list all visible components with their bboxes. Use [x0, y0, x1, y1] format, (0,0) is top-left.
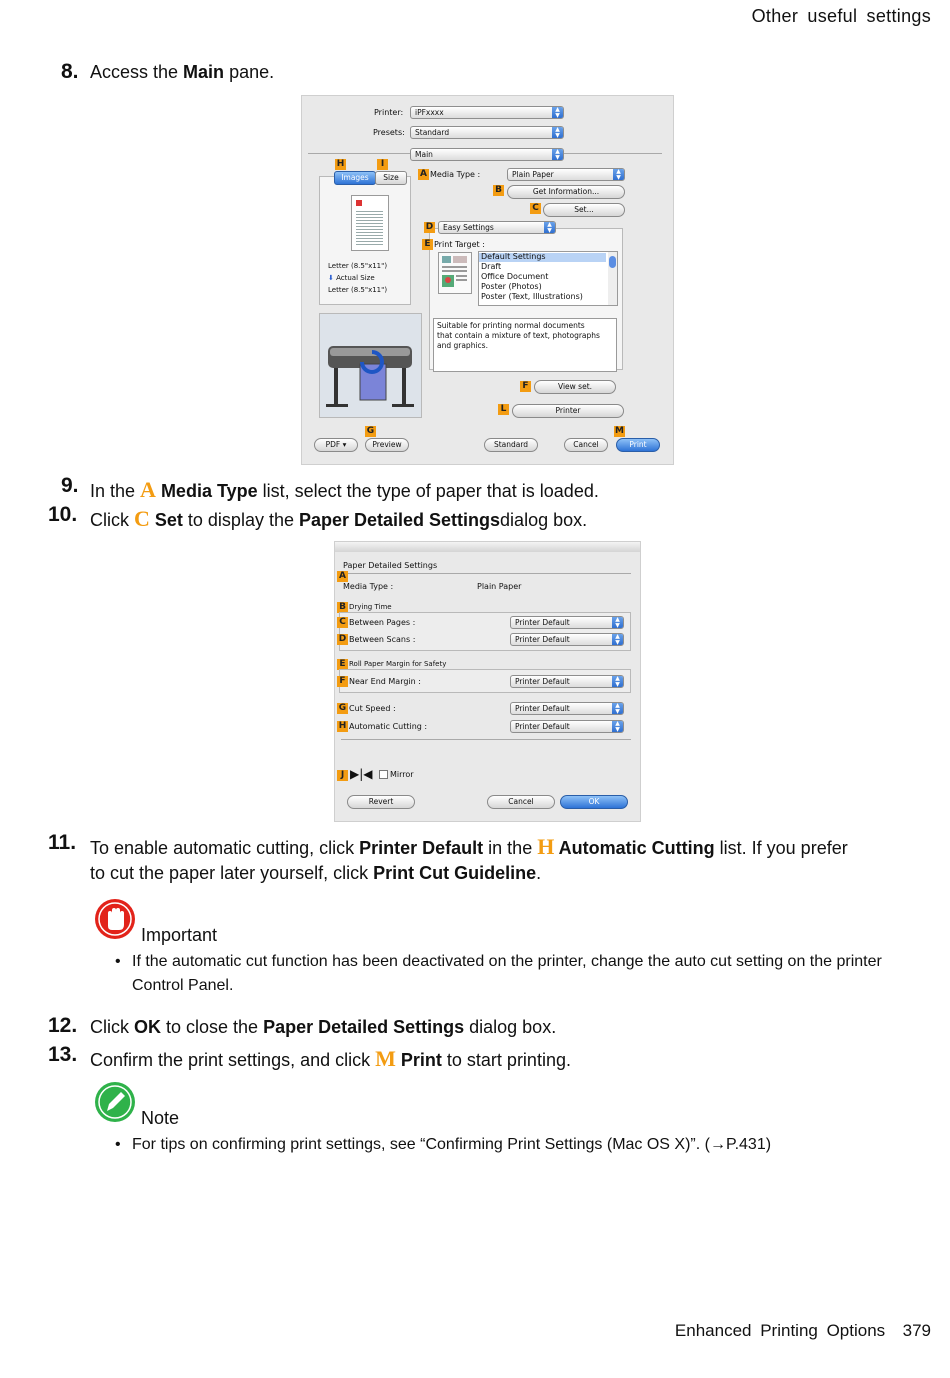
drying-time-heading: Drying Time: [349, 603, 392, 611]
media-type-label: Media Type :: [430, 170, 481, 179]
cancel-button[interactable]: Cancel: [564, 438, 608, 452]
print-target-thumbnail: [438, 252, 472, 294]
chevron-updown-icon: ▲ ▼: [612, 634, 623, 645]
between-pages-label: Between Pages :: [349, 618, 416, 627]
document-thumbnail-icon: [439, 253, 471, 293]
automatic-cutting-select[interactable]: Printer Default ▲ ▼: [510, 720, 624, 733]
step-text: Click C Set to display the Paper Detailed Settingsdialog box.: [90, 506, 588, 531]
between-scans-label: Between Scans :: [349, 635, 416, 644]
easy-settings-select[interactable]: Easy Settings ▲ ▼: [438, 221, 556, 234]
tab-images[interactable]: Images: [334, 171, 376, 185]
chevron-updown-icon: ▲ ▼: [612, 703, 623, 714]
step-number: 9.: [61, 474, 79, 497]
bullet-dot: •: [115, 953, 121, 970]
divider: [341, 573, 631, 574]
print-target-list[interactable]: [478, 251, 618, 306]
dialog-title: Paper Detailed Settings: [343, 561, 438, 570]
description-box: [433, 318, 617, 372]
tag-G: G: [338, 703, 347, 713]
list-item[interactable]: Office Document: [481, 272, 549, 281]
print-button[interactable]: Print: [616, 438, 660, 452]
tag-E: E: [422, 239, 433, 250]
chevron-updown-icon: ▲ ▼: [613, 169, 624, 180]
tag-C: C: [337, 617, 348, 628]
printer-label: Printer:: [374, 108, 404, 117]
chapter-title: Enhanced Printing Options: [674, 1321, 886, 1340]
near-end-margin-select[interactable]: Printer Default ▲ ▼: [510, 675, 624, 688]
step-text: Confirm the print settings, and click M Print to start printing.: [90, 1046, 571, 1071]
mirror-icon: ▶|◀: [350, 767, 373, 781]
scaling-info: ⬇ Actual Size: [328, 274, 375, 282]
tag-A: A: [418, 169, 429, 180]
step-text: Click OK to close the Paper Detailed Settings dialog box.: [90, 1017, 557, 1037]
tag-A: A: [337, 571, 348, 582]
step-number: 13.: [48, 1043, 78, 1066]
tag-I: I: [377, 159, 388, 170]
media-type-select[interactable]: Plain Paper ▲ ▼: [507, 168, 625, 181]
paper-size-source: Letter (8.5"x11"): [328, 262, 388, 270]
automatic-cutting-label: Automatic Cutting :: [349, 722, 428, 731]
scrollbar-thumb[interactable]: [609, 256, 616, 268]
tag-B: B: [493, 185, 504, 196]
arrow-down-icon: ⬇: [328, 274, 334, 282]
presets-select[interactable]: Standard ▲ ▼: [410, 126, 564, 139]
step-text: Access the Main pane.: [90, 62, 275, 82]
tag-G: G: [366, 426, 375, 436]
page-preview-lines: [356, 209, 383, 245]
page-preview: [351, 195, 389, 251]
tag-H: H: [336, 159, 345, 169]
tag-D: D: [338, 634, 347, 644]
large-format-printer-icon: [320, 314, 421, 417]
print-dialog-main-pane: [301, 95, 674, 465]
cut-speed-label: Cut Speed :: [349, 704, 396, 713]
view-settings-button[interactable]: View set.: [534, 380, 616, 394]
between-pages-select[interactable]: Printer Default ▲ ▼: [510, 616, 624, 629]
tag-C: C: [530, 203, 541, 214]
important-title: Important: [141, 925, 218, 945]
printer-illustration: [319, 313, 422, 418]
tag-F: F: [337, 676, 348, 687]
tag-L: L: [498, 404, 509, 415]
media-type-value: Plain Paper: [477, 582, 522, 591]
tag-E: E: [337, 659, 348, 670]
tag-F: F: [520, 381, 531, 392]
media-type-label: Media Type :: [343, 582, 394, 591]
near-end-margin-label: Near End Margin :: [349, 677, 421, 686]
get-information-button[interactable]: Get Information...: [507, 185, 625, 199]
revert-button[interactable]: Revert: [347, 795, 415, 809]
page-preview-image: [356, 200, 362, 206]
note-title: Note: [141, 1108, 180, 1128]
section-title: Other useful settings: [751, 6, 931, 26]
chevron-updown-icon: ▲ ▼: [612, 676, 623, 687]
step-number: 8.: [61, 60, 79, 83]
set-button[interactable]: Set...: [543, 203, 625, 217]
step-number: 11.: [48, 831, 77, 854]
presets-label: Presets:: [373, 128, 405, 137]
tab-size[interactable]: Size: [375, 171, 407, 185]
mirror-checkbox[interactable]: [379, 770, 388, 779]
chevron-updown-icon: ▲ ▼: [552, 127, 563, 138]
step-text: To enable automatic cutting, click Printer Default in the H Automatic Cutting list. If you prefer: [90, 834, 848, 859]
pdf-menu-button[interactable]: PDF ▾: [314, 438, 358, 452]
page-footer: [675, 1321, 931, 1341]
standard-button[interactable]: Standard: [484, 438, 538, 452]
list-scrollbar[interactable]: [608, 252, 617, 305]
step-number: 12.: [48, 1014, 78, 1037]
list-item[interactable]: Draft: [481, 262, 502, 271]
ok-button[interactable]: OK: [560, 795, 628, 809]
list-item[interactable]: Poster (Photos): [481, 282, 542, 291]
chevron-updown-icon: ▲ ▼: [544, 222, 555, 233]
between-scans-select[interactable]: Printer Default ▲ ▼: [510, 633, 624, 646]
step-number: 10.: [48, 503, 78, 526]
step-text: In the A Media Type list, select the type of paper that is loaded.: [90, 477, 599, 502]
bullet-text: If the automatic cut function has been deactivated on the printer, change the auto cut setting on the printer Control Panel.: [132, 953, 882, 994]
tag-D: D: [425, 222, 434, 232]
list-item[interactable]: Default Settings: [481, 252, 546, 261]
description-text: Suitable for printing normal documents that contain a mixture of text, photographs and graphics.: [437, 321, 600, 350]
preview-button[interactable]: Preview: [365, 438, 409, 452]
bullet-text: For tips on confirming print settings, see “Confirming Print Settings (Mac OS X)”. (→P.431): [132, 1136, 772, 1153]
mirror-label: Mirror: [390, 770, 414, 779]
note-pencil-icon: [94, 1081, 136, 1123]
print-target-label: Print Target :: [434, 240, 485, 249]
chevron-updown-icon: ▲ ▼: [552, 149, 563, 160]
important-hand-icon: [94, 898, 136, 940]
printer-select[interactable]: iPFxxxx ▲ ▼: [410, 106, 564, 119]
pane-select[interactable]: Main ▲ ▼: [410, 148, 564, 161]
tag-H: H: [338, 721, 347, 731]
page-number: 379: [902, 1321, 931, 1340]
paper-size-output: Letter (8.5"x11"): [328, 286, 388, 294]
title-bar: [335, 542, 640, 552]
tag-J: J: [337, 770, 348, 781]
chevron-updown-icon: ▲ ▼: [612, 721, 623, 732]
step-text-continued: to cut the paper later yourself, click Print Cut Guideline.: [90, 863, 542, 883]
chevron-updown-icon: ▲ ▼: [612, 617, 623, 628]
roll-margin-heading: Roll Paper Margin for Safety: [349, 660, 447, 668]
divider: [341, 739, 631, 740]
bullet-dot: •: [115, 1136, 121, 1153]
tag-B: B: [337, 602, 348, 613]
printer-button[interactable]: Printer: [512, 404, 624, 418]
tag-M: M: [615, 426, 624, 436]
cancel-button[interactable]: Cancel: [487, 795, 555, 809]
chevron-updown-icon: ▲ ▼: [552, 107, 563, 118]
list-item[interactable]: Poster (Text, Illustrations): [481, 292, 583, 301]
paper-detailed-settings-dialog: [334, 541, 641, 822]
cut-speed-select[interactable]: Printer Default ▲ ▼: [510, 702, 624, 715]
